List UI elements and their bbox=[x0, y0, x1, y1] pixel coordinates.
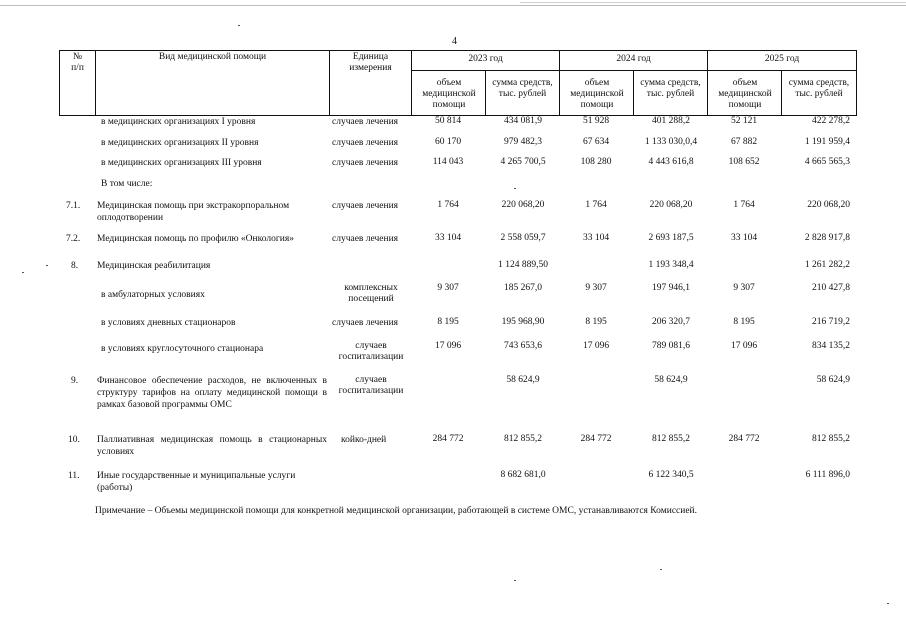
header-volume: объем медицинской помощи bbox=[422, 78, 476, 110]
cell-volume-2023: 33 104 bbox=[434, 233, 462, 243]
cell-sum-2023: 185 267,0 bbox=[504, 283, 542, 293]
scan-speck bbox=[514, 188, 516, 189]
cell-sum-2024: 812 855,2 bbox=[652, 434, 690, 444]
row-name: в амбулаторных условиях bbox=[101, 290, 205, 300]
row-number: 11. bbox=[68, 471, 80, 481]
scan-speck bbox=[514, 580, 516, 581]
cell-volume-2025: 9 307 bbox=[733, 283, 755, 293]
row-unit: случаев лечения bbox=[332, 201, 399, 211]
scan-edge-line bbox=[0, 5, 906, 6]
header-unit: Единица измерения bbox=[349, 52, 392, 73]
scan-speck bbox=[887, 603, 889, 604]
cell-volume-2024: 108 280 bbox=[580, 157, 612, 167]
row-name: Медицинская реабилитация bbox=[97, 261, 211, 271]
row-unit: случаев лечения bbox=[332, 138, 399, 148]
row-name: В том числе: bbox=[101, 179, 153, 189]
header-num: № п/п bbox=[71, 52, 84, 73]
row-name: Финансовое обеспечение расходов, не включенных в структуру тарифов на оплату медицинской помощи в рамках базовой программы ОМС bbox=[97, 376, 327, 410]
scan-speck bbox=[238, 25, 240, 26]
cell-volume-2025: 67 882 bbox=[730, 137, 758, 147]
row-unit: случаев лечения bbox=[332, 117, 399, 127]
header-sum: сумма средств, тыс. рублей bbox=[640, 78, 701, 99]
cell-sum-2025: 2 828 917,8 bbox=[804, 233, 850, 243]
cell-sum-2025: 812 855,2 bbox=[812, 434, 850, 444]
row-unit: случаев госпитализации bbox=[338, 375, 404, 396]
cell-sum-2025: 1 261 282,2 bbox=[804, 260, 850, 270]
cell-volume-2024: 8 195 bbox=[585, 317, 607, 327]
cell-volume-2024: 9 307 bbox=[585, 283, 607, 293]
cell-volume-2025: 284 772 bbox=[728, 434, 760, 444]
cell-sum-2023: 58 624,9 bbox=[506, 375, 540, 385]
cell-volume-2023: 284 772 bbox=[432, 434, 464, 444]
header-sum: сумма средств, тыс. рублей bbox=[492, 78, 553, 99]
row-unit: случаев лечения bbox=[332, 158, 399, 168]
cell-sum-2023: 220 068,20 bbox=[501, 200, 545, 210]
cell-sum-2024: 206 320,7 bbox=[652, 317, 690, 327]
cell-sum-2025: 834 135,2 bbox=[812, 341, 850, 351]
row-unit: случаев госпитализации bbox=[338, 341, 404, 362]
cell-sum-2023: 8 682 681,0 bbox=[500, 470, 546, 480]
header-year-2025: 2025 год bbox=[764, 54, 800, 64]
cell-volume-2025: 108 652 bbox=[728, 157, 760, 167]
cell-sum-2025: 4 665 565,3 bbox=[804, 157, 850, 167]
cell-sum-2025: 216 719,2 bbox=[812, 317, 850, 327]
row-unit: койко-дней bbox=[341, 435, 387, 445]
cell-sum-2023: 812 855,2 bbox=[504, 434, 542, 444]
cell-sum-2024: 4 443 616,8 bbox=[648, 157, 694, 167]
row-number: 10. bbox=[68, 435, 80, 445]
cell-sum-2023: 2 558 059,7 bbox=[500, 233, 546, 243]
cell-volume-2024: 67 634 bbox=[582, 137, 610, 147]
cell-sum-2023: 1 124 889,50 bbox=[498, 260, 548, 270]
cell-sum-2025: 58 624,9 bbox=[816, 375, 850, 385]
row-unit: случаев лечения bbox=[332, 318, 399, 328]
cell-sum-2025: 210 427,8 bbox=[812, 283, 850, 293]
cell-sum-2025: 220 068,20 bbox=[807, 200, 850, 210]
cell-volume-2023: 9 307 bbox=[437, 283, 459, 293]
cell-volume-2024: 1 764 bbox=[585, 200, 607, 210]
header-sum: сумма средств, тыс. рублей bbox=[788, 78, 850, 99]
scan-speck bbox=[22, 272, 24, 273]
cell-sum-2024: 789 081,6 bbox=[652, 341, 690, 351]
row-name: Паллиативная медицинская помощь в стационарных условиях bbox=[97, 435, 327, 457]
row-name: в медицинских организациях I уровня bbox=[101, 117, 256, 127]
row-number: 9. bbox=[71, 376, 79, 386]
cell-volume-2023: 1 764 bbox=[437, 200, 459, 210]
cell-sum-2024: 1 193 348,4 bbox=[648, 260, 694, 270]
cell-sum-2025: 422 278,2 bbox=[812, 116, 850, 126]
cell-sum-2023: 4 265 700,5 bbox=[500, 157, 546, 167]
row-number: 8. bbox=[71, 261, 79, 271]
cell-volume-2025: 1 764 bbox=[733, 200, 755, 210]
header-type: Вид медицинской помощи bbox=[158, 52, 267, 62]
scan-edge-line bbox=[520, 2, 906, 3]
cell-volume-2023: 17 096 bbox=[434, 341, 462, 351]
page-number: 4 bbox=[452, 36, 457, 47]
cell-sum-2023: 195 968,90 bbox=[501, 317, 545, 327]
row-name: в условиях дневных стационаров bbox=[101, 318, 236, 328]
cell-volume-2023: 60 170 bbox=[434, 137, 462, 147]
footnote: Примечание – Объемы медицинской помощи для конкретной медицинской организации, работающей в системе ОМС, устанавливаются Комиссией. bbox=[95, 506, 698, 516]
cell-volume-2024: 17 096 bbox=[582, 341, 610, 351]
table-header bbox=[59, 50, 857, 116]
cell-sum-2024: 2 693 187,5 bbox=[648, 233, 694, 243]
cell-volume-2023: 8 195 bbox=[437, 317, 459, 327]
cell-sum-2024: 6 122 340,5 bbox=[648, 470, 694, 480]
row-number: 7.2. bbox=[66, 234, 81, 244]
header-year-2023: 2023 год bbox=[468, 54, 503, 64]
cell-sum-2024: 220 068,20 bbox=[649, 200, 693, 210]
cell-volume-2025: 52 121 bbox=[730, 116, 758, 126]
cell-sum-2024: 401 288,2 bbox=[652, 116, 690, 126]
cell-sum-2024: 58 624,9 bbox=[654, 375, 688, 385]
cell-sum-2024: 1 133 030,0,4 bbox=[644, 137, 698, 147]
cell-sum-2025: 1 191 959,4 bbox=[804, 137, 850, 147]
row-name: Медицинская помощь при экстракорпоральном оплодотворении bbox=[97, 201, 290, 223]
row-name: Медицинская помощь по профилю «Онкология» bbox=[97, 234, 294, 244]
row-number: 7.1. bbox=[66, 201, 81, 211]
cell-sum-2023: 979 482,3 bbox=[504, 137, 542, 147]
cell-sum-2023: 434 081,9 bbox=[504, 116, 542, 126]
cell-volume-2025: 17 096 bbox=[730, 341, 758, 351]
cell-sum-2023: 743 653,6 bbox=[504, 341, 542, 351]
header-volume: объем медицинской помощи bbox=[718, 78, 772, 110]
scan-speck bbox=[46, 265, 48, 266]
row-name: Иные государственные и муниципальные услуги (работы) bbox=[97, 471, 296, 493]
header-volume: объем медицинской помощи bbox=[570, 78, 624, 110]
cell-volume-2023: 50 814 bbox=[434, 116, 462, 126]
row-unit: комплексных посещений bbox=[344, 283, 398, 304]
cell-volume-2024: 284 772 bbox=[580, 434, 612, 444]
cell-volume-2023: 114 043 bbox=[432, 157, 464, 167]
row-unit: случаев лечения bbox=[332, 234, 399, 244]
scan-speck bbox=[660, 569, 662, 570]
cell-volume-2025: 8 195 bbox=[733, 317, 755, 327]
row-name: в медицинских организациях II уровня bbox=[101, 138, 259, 148]
row-name: в медицинских организациях III уровня bbox=[101, 158, 262, 168]
header-year-2024: 2024 год bbox=[616, 54, 651, 64]
cell-sum-2025: 6 111 896,0 bbox=[805, 470, 850, 480]
row-name: в условиях круглосуточного стационара bbox=[101, 344, 264, 354]
cell-sum-2024: 197 946,1 bbox=[652, 283, 690, 293]
cell-volume-2024: 51 928 bbox=[582, 116, 610, 126]
cell-volume-2025: 33 104 bbox=[730, 233, 758, 243]
cell-volume-2024: 33 104 bbox=[582, 233, 610, 243]
